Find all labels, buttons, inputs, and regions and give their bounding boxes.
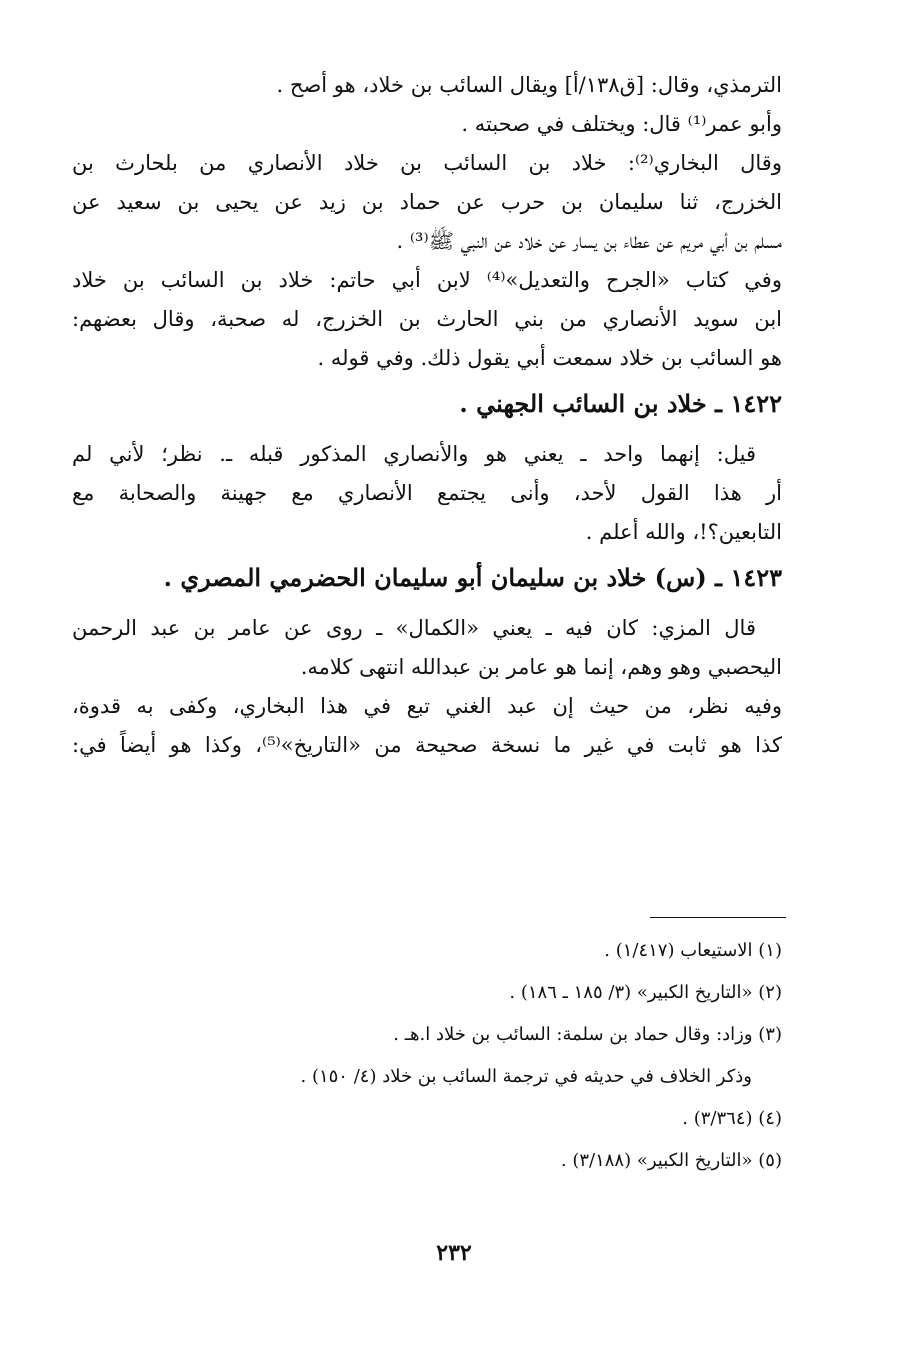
page-number: ٢٣٢ — [436, 1240, 472, 1266]
text-line: وفي كتاب «الجرح والتعديل»⁽⁴⁾ لابن أبي حاتم: خلاد بن السائب بن خلاد — [72, 268, 782, 292]
text-line: وأبو عمر⁽¹⁾ قال: ويختلف في صحبته . — [461, 112, 782, 136]
text-line: قال المزي: كان فيه ـ يعني «الكمال» ـ روى عن عامر بن عبد الرحمن — [72, 616, 756, 640]
footnote: (١) الاستيعاب (١/٤١٧) . — [604, 940, 782, 961]
text-line: هو السائب بن خلاد سمعت أبي يقول ذلك. وفي قوله . — [317, 346, 782, 370]
text-line: اليحصبي وهو وهم، إنما هو عامر بن عبدالله انتهى كلامه. — [300, 655, 782, 679]
footnote: (٢) «التاريخ الكبير» (٣/ ١٨٥ ـ ١٨٦) . — [509, 982, 782, 1003]
text-line: وقال البخاري⁽²⁾: خلاد بن السائب بن خلاد الأنصاري من بلحارث بن — [72, 151, 782, 175]
text-line: الخزرج، ثنا سليمان بن حرب عن حماد بن زيد عن يحيى بن سعيد عن — [72, 190, 782, 214]
text-line: وفيه نظر، من حيث إن عبد الغني تبع في هذا البخاري، وكفى به قدوة، — [72, 694, 782, 718]
footnote: (٣) وزاد: وقال حماد بن سلمة: السائب بن خلاد ا.هـ . — [393, 1024, 782, 1045]
text-line: كذا هو ثابت في غير ما نسخة صحيحة من «التاريخ»⁽⁵⁾، وكذا هو أيضاً في: — [72, 733, 782, 757]
entry-heading-1423: ١٤٢٣ ـ (س) خلاد بن سليمان أبو سليمان الحضرمي المصري . — [163, 563, 782, 592]
footnote-divider — [650, 917, 786, 918]
text-line: ابن سويد الأنصاري من بني الحارث بن الخزرج، له صحبة، وقال بعضهم: — [72, 307, 782, 331]
footnote: (٥) «التاريخ الكبير» (٣/١٨٨) . — [560, 1150, 782, 1171]
text-line: الترمذي، وقال: [ق١٣٨/أ] ويقال السائب بن خلاد، هو أصح . — [276, 73, 782, 97]
text-line: قيل: إنهما واحد ـ يعني هو والأنصاري المذكور قبله ـ. نظر؛ لأني لم — [72, 442, 756, 466]
text-line: أر هذا القول لأحد، وأنى يجتمع الأنصاري مع جهينة والصحابة مع — [72, 481, 782, 505]
footnote-continuation: وذكر الخلاف في حديثه في ترجمة السائب بن خلاد (٤/ ١٥٠) . — [300, 1066, 752, 1087]
entry-heading-1422: ١٤٢٢ ـ خلاد بن السائب الجهني . — [459, 389, 782, 418]
main-text — [72, 70, 782, 769]
footnotes — [72, 938, 782, 1190]
text-line: التابعين؟!، والله أعلم . — [585, 520, 782, 544]
footnote: (٤) (٣/٣٦٤) . — [682, 1108, 782, 1129]
text-line: مسلم بن أبي مريم عن عطاء بن يسار عن خلاد عن النبي ﷺ⁽³⁾ . — [396, 229, 782, 253]
